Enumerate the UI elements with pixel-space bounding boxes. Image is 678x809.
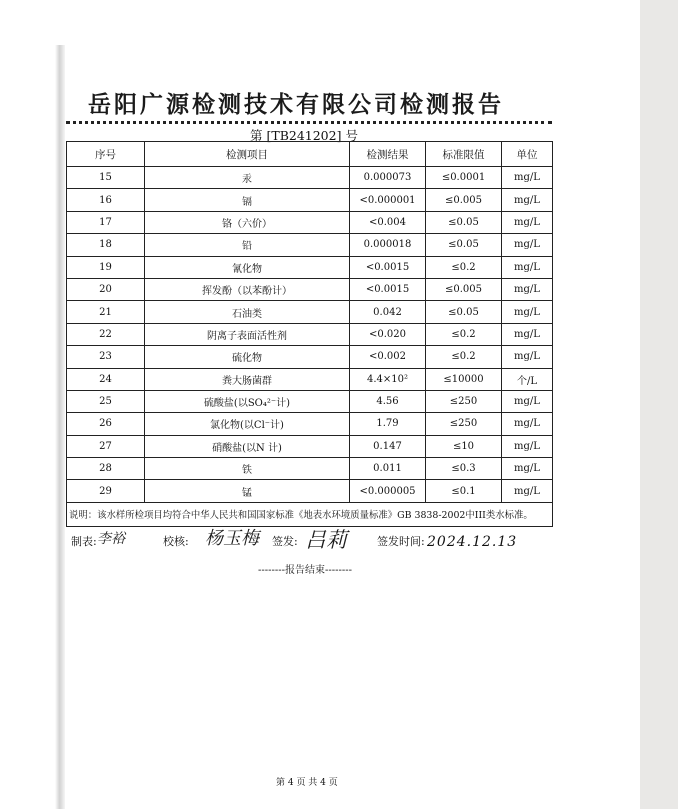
item-cell: 铬（六价） bbox=[145, 211, 350, 233]
issue-date: 2024.12.13 bbox=[427, 534, 518, 550]
result-cell: <0.020 bbox=[350, 323, 426, 345]
col-item-header: 检测项目 bbox=[145, 142, 350, 167]
result-cell: <0.000005 bbox=[350, 480, 426, 502]
limit-cell: ≤0.3 bbox=[426, 458, 502, 480]
table-row bbox=[67, 435, 553, 457]
limit-cell: ≤0.2 bbox=[426, 323, 502, 345]
result-cell: 0.147 bbox=[350, 435, 426, 457]
item-cell: 氯化物(以Cl⁻计) bbox=[145, 413, 350, 435]
seq-cell: 19 bbox=[67, 256, 145, 278]
title-divider bbox=[66, 121, 552, 124]
table-row bbox=[67, 278, 553, 300]
table-row bbox=[67, 211, 553, 233]
report-end-mark: --------报告结束-------- bbox=[258, 565, 353, 576]
binding-edge-shadow bbox=[55, 45, 65, 809]
limit-cell: ≤0.05 bbox=[426, 234, 502, 256]
table-row bbox=[67, 480, 553, 502]
table-row bbox=[67, 368, 553, 390]
report-number: 第 [TB241202] 号 bbox=[250, 128, 358, 143]
unit-cell: mg/L bbox=[502, 346, 553, 368]
item-cell: 硝酸盐(以N 计) bbox=[145, 435, 350, 457]
result-cell: <0.004 bbox=[350, 211, 426, 233]
item-cell: 粪大肠菌群 bbox=[145, 368, 350, 390]
col-unit-header: 单位 bbox=[502, 142, 553, 167]
table-row bbox=[67, 167, 553, 189]
table-row bbox=[67, 301, 553, 323]
seq-cell: 28 bbox=[67, 458, 145, 480]
result-cell: 0.042 bbox=[350, 301, 426, 323]
item-cell: 阴离子表面活性剂 bbox=[145, 323, 350, 345]
limit-cell: ≤0.005 bbox=[426, 278, 502, 300]
unit-cell: mg/L bbox=[502, 435, 553, 457]
limit-cell: ≤0.005 bbox=[426, 189, 502, 211]
unit-cell: mg/L bbox=[502, 413, 553, 435]
unit-cell: mg/L bbox=[502, 458, 553, 480]
limit-cell: ≤0.2 bbox=[426, 346, 502, 368]
issue-date-label: 签发时间: bbox=[377, 535, 425, 548]
seq-cell: 23 bbox=[67, 346, 145, 368]
result-cell: 0.000018 bbox=[350, 234, 426, 256]
viewer-background bbox=[640, 0, 678, 809]
item-cell: 锰 bbox=[145, 480, 350, 502]
unit-cell: mg/L bbox=[502, 390, 553, 412]
limit-cell: ≤0.0001 bbox=[426, 167, 502, 189]
item-cell: 硫化物 bbox=[145, 346, 350, 368]
results-table bbox=[66, 141, 553, 527]
item-cell: 硫酸盐(以SO₄²⁻计) bbox=[145, 390, 350, 412]
report-title: 岳阳广源检测技术有限公司检测报告 bbox=[88, 92, 504, 118]
item-cell: 铁 bbox=[145, 458, 350, 480]
table-row bbox=[67, 413, 553, 435]
unit-cell: mg/L bbox=[502, 189, 553, 211]
table-row bbox=[67, 346, 553, 368]
seq-cell: 24 bbox=[67, 368, 145, 390]
result-cell: 1.79 bbox=[350, 413, 426, 435]
seq-cell: 17 bbox=[67, 211, 145, 233]
seq-cell: 25 bbox=[67, 390, 145, 412]
col-limit-header: 标准限值 bbox=[426, 142, 502, 167]
result-cell: <0.0015 bbox=[350, 278, 426, 300]
result-cell: <0.000001 bbox=[350, 189, 426, 211]
result-cell: 4.56 bbox=[350, 390, 426, 412]
limit-cell: ≤0.1 bbox=[426, 480, 502, 502]
table-row bbox=[67, 256, 553, 278]
page-footer: 第 4 页 共 4 页 bbox=[276, 778, 338, 788]
limit-cell: ≤250 bbox=[426, 413, 502, 435]
table-row bbox=[67, 189, 553, 211]
item-cell: 镉 bbox=[145, 189, 350, 211]
result-cell: <0.002 bbox=[350, 346, 426, 368]
unit-cell: mg/L bbox=[502, 167, 553, 189]
unit-cell: mg/L bbox=[502, 278, 553, 300]
maker-signature: 李裕 bbox=[97, 531, 125, 547]
checker-label: 校核: bbox=[163, 535, 189, 548]
item-cell: 石油类 bbox=[145, 301, 350, 323]
seq-cell: 18 bbox=[67, 234, 145, 256]
unit-cell: mg/L bbox=[502, 211, 553, 233]
limit-cell: ≤0.05 bbox=[426, 211, 502, 233]
col-seq-header: 序号 bbox=[67, 142, 145, 167]
limit-cell: ≤10000 bbox=[426, 368, 502, 390]
table-row bbox=[67, 234, 553, 256]
table-row bbox=[67, 323, 553, 345]
unit-cell: mg/L bbox=[502, 480, 553, 502]
seq-cell: 22 bbox=[67, 323, 145, 345]
seq-cell: 16 bbox=[67, 189, 145, 211]
item-cell: 挥发酚（以苯酚计） bbox=[145, 278, 350, 300]
unit-cell: mg/L bbox=[502, 323, 553, 345]
limit-cell: ≤250 bbox=[426, 390, 502, 412]
limit-cell: ≤10 bbox=[426, 435, 502, 457]
checker-signature: 杨玉梅 bbox=[205, 528, 259, 549]
table-note-row bbox=[67, 502, 553, 526]
result-cell: <0.0015 bbox=[350, 256, 426, 278]
limit-cell: ≤0.2 bbox=[426, 256, 502, 278]
limit-cell: ≤0.05 bbox=[426, 301, 502, 323]
col-result-header: 检测结果 bbox=[350, 142, 426, 167]
seq-cell: 21 bbox=[67, 301, 145, 323]
table-note: 说明：该水样所检项目均符合中华人民共和国国家标准《地表水环境质量标准》GB 3838-2002中III类水标准。 bbox=[67, 502, 553, 526]
unit-cell: mg/L bbox=[502, 256, 553, 278]
issuer-signature: 吕莉 bbox=[305, 528, 347, 552]
unit-cell: mg/L bbox=[502, 234, 553, 256]
unit-cell: 个/L bbox=[502, 368, 553, 390]
seq-cell: 26 bbox=[67, 413, 145, 435]
table-header-row bbox=[67, 142, 553, 167]
item-cell: 氰化物 bbox=[145, 256, 350, 278]
table-row bbox=[67, 458, 553, 480]
result-cell: 0.011 bbox=[350, 458, 426, 480]
table-row bbox=[67, 390, 553, 412]
result-cell: 4.4×10² bbox=[350, 368, 426, 390]
issuer-label: 签发: bbox=[272, 535, 298, 548]
item-cell: 铅 bbox=[145, 234, 350, 256]
maker-label: 制表: bbox=[71, 535, 97, 548]
item-cell: 汞 bbox=[145, 167, 350, 189]
unit-cell: mg/L bbox=[502, 301, 553, 323]
seq-cell: 20 bbox=[67, 278, 145, 300]
seq-cell: 27 bbox=[67, 435, 145, 457]
result-cell: 0.000073 bbox=[350, 167, 426, 189]
seq-cell: 15 bbox=[67, 167, 145, 189]
seq-cell: 29 bbox=[67, 480, 145, 502]
